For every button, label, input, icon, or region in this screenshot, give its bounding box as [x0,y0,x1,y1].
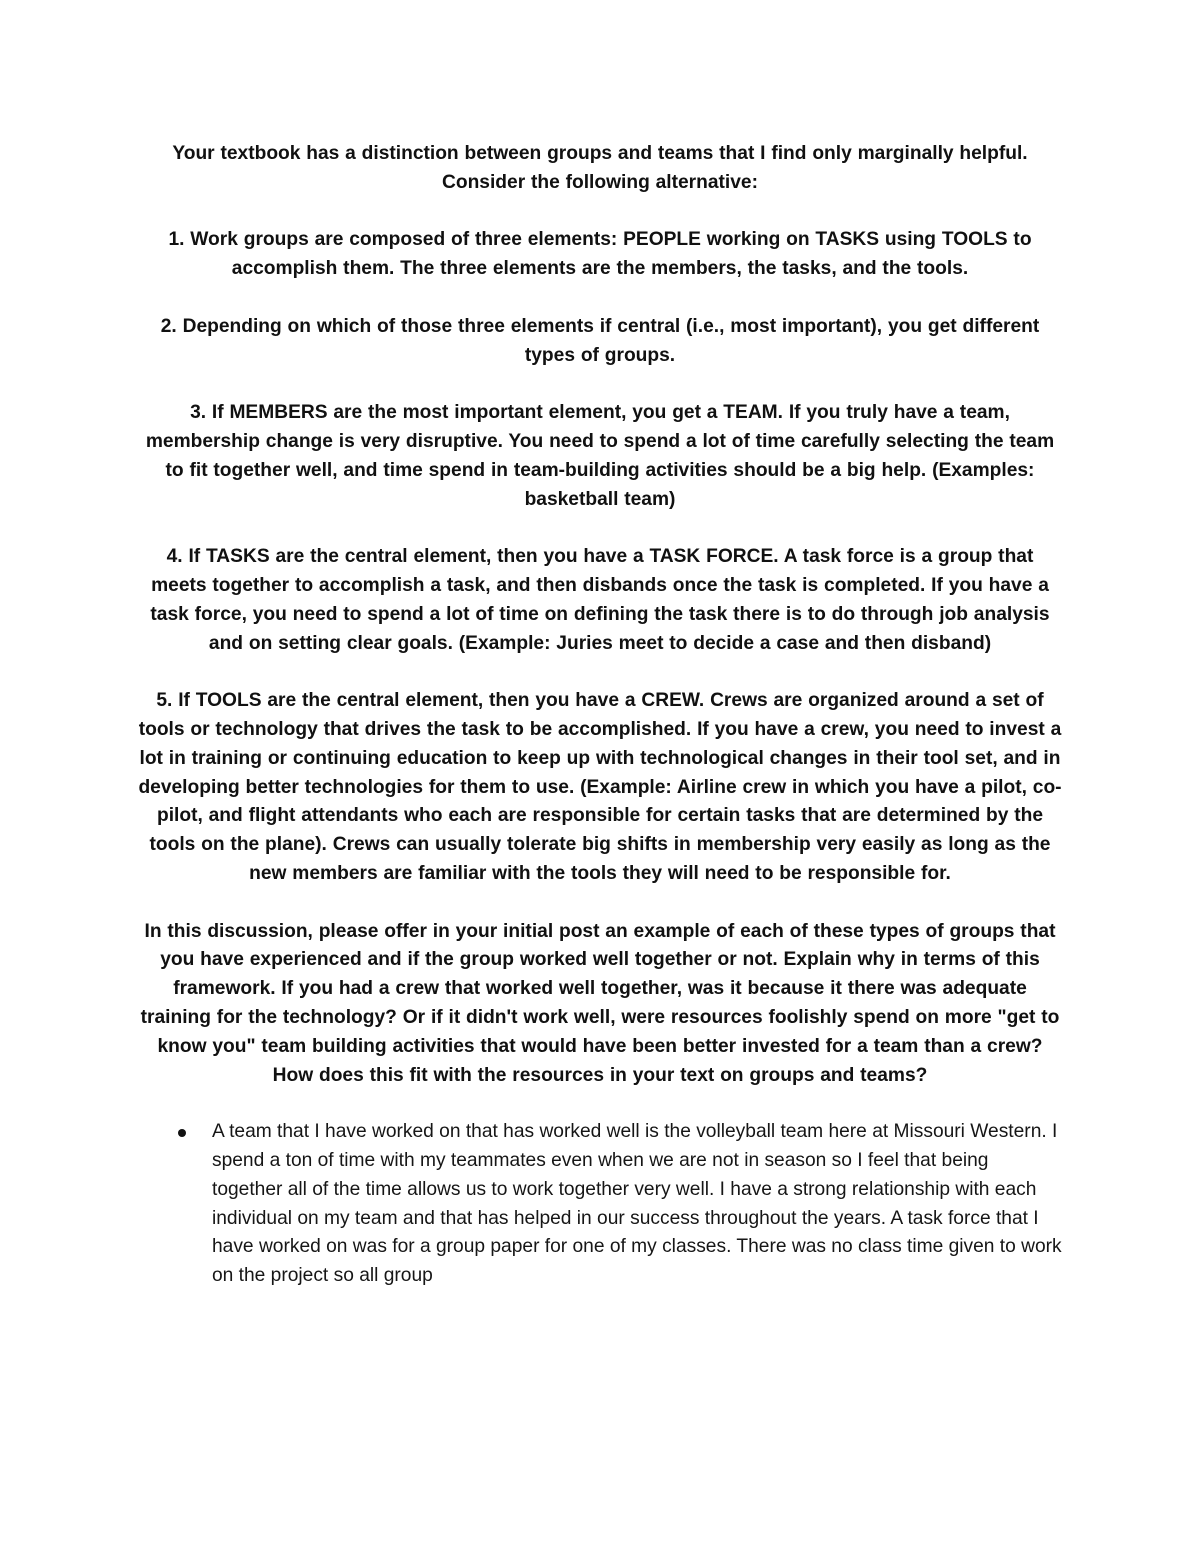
list-item [138,1118,1062,1291]
answer-text: A team that I have worked on that has worked well is the volleyball team here at Missouri Western. I spend a ton of time with my teammates even when we are not in season so I feel that being together all of the time allows us to work together very well. I have a strong relationship with each individual on my team and that has helped in our success throughout the years. A task force that I have worked on was for a group paper for one of my classes. There was no class time given to work on the project so all group [212,1121,1062,1287]
point-4-paragraph: 4. If TASKS are the central element, then you have a TASK FORCE. A task force is a group that meets together to accomplish a task, and then disbands once the task is completed. If you have a task force, you need to spend a lot of time on defining the task there is to do through job analysis and on setting clear goals. (Example: Juries meet to decide a case and then disband) [150,546,1050,654]
point-3-paragraph: 3. If MEMBERS are the most important element, you get a TEAM. If you truly have a team, membership change is very disruptive. You need to spend a lot of time carefully selecting the team to fit together well, and time spend in team-building activities should be a big help. (Examples: basketball team) [145,402,1055,510]
point-5-paragraph: 5. If TOOLS are the central element, then you have a CREW. Crews are organized around a set of tools or technology that drives the task to be accomplished. If you have a crew, you need to invest a lot in training or continuing education to keep up with technological changes in their tool set, and in developing better technologies for them to use. (Example: Airline crew in which you have a pilot, co-pilot, and flight attendants who each are responsible for certain tasks that are determined by the tools on the plane). Crews can usually tolerate big shifts in membership very easily as long as the new members are familiar with the tools they will need to be responsible for. [138,690,1062,884]
document-body [138,140,1062,1291]
answer-list [138,1118,1062,1291]
discussion-prompt-paragraph: In this discussion, please offer in your initial post an example of each of these types of groups that you have experienced and if the group worked well together or not. Explain why in terms of this framework. If you had a crew that worked well together, was it because it there was adequate training for the technology? Or if it didn't work well, were resources foolishly spend on more "get to know you" team building activities that would have been better invested for a team than a crew? How does this fit with the resources in your text on groups and teams? [140,920,1060,1086]
bullet-icon [178,1129,186,1137]
point-1-paragraph: 1. Work groups are composed of three elements: PEOPLE working on TASKS using TOOLS to accomplish them. The three elements are the members, the tasks, and the tools. [168,229,1032,280]
point-2-paragraph: 2. Depending on which of those three elements if central (i.e., most important), you get different types of groups. [160,315,1040,366]
intro-paragraph: Your textbook has a distinction between groups and teams that I find only marginally helpful. Consider the following alternative: [172,143,1028,193]
